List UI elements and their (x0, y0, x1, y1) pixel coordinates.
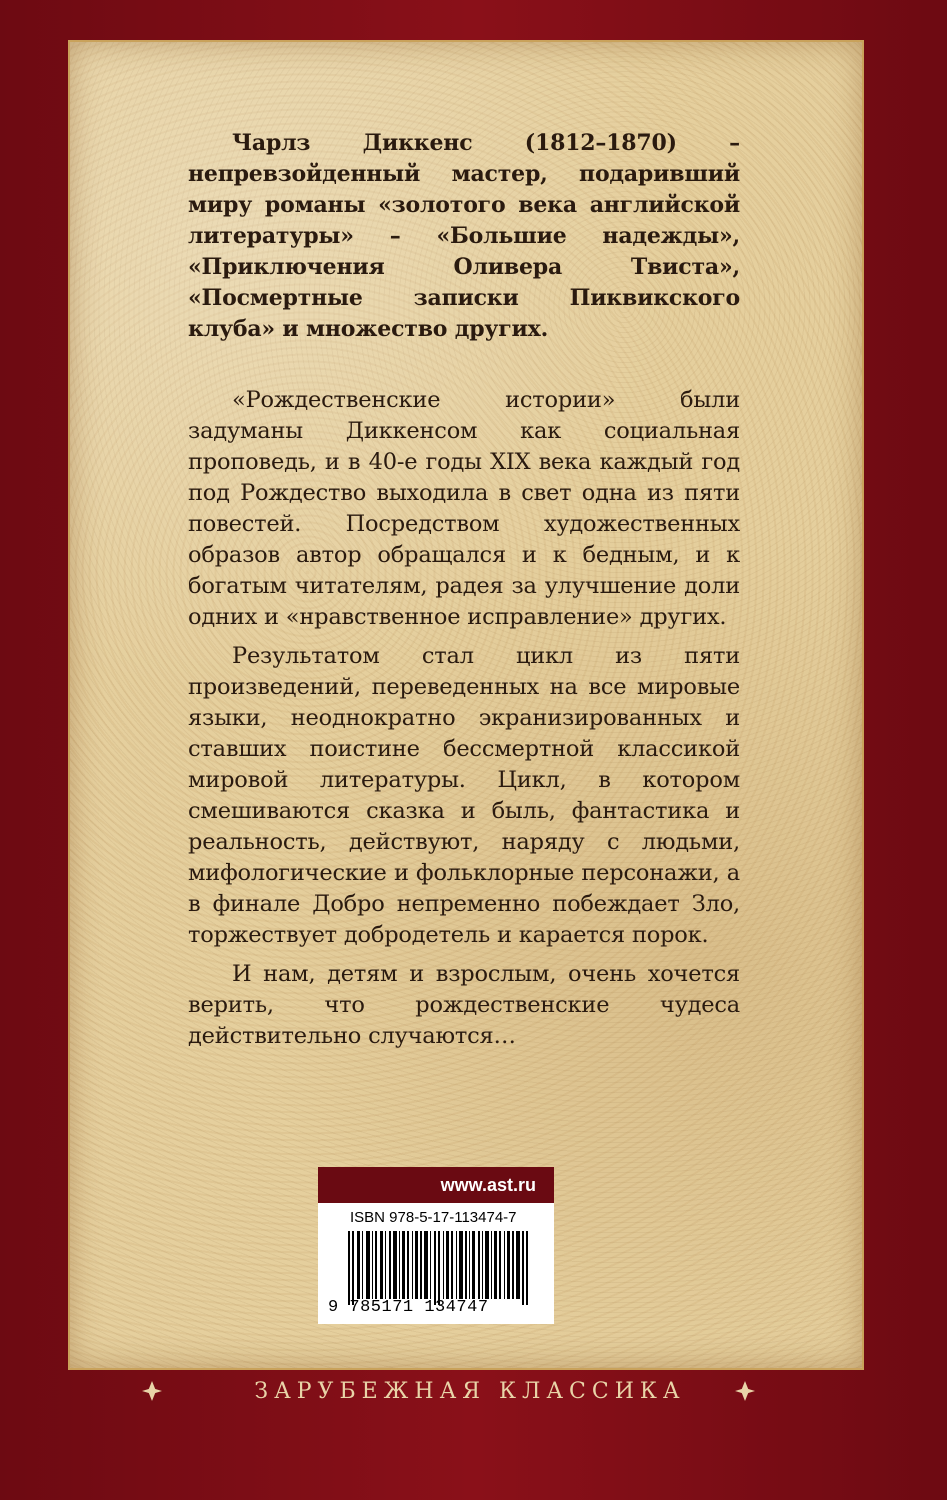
description-paragraph-2: Результатом стал цикл из пяти произведений, переведенных на все мировые языки, неоднократно экранизированных и ставших поистине бессмертной классикой мировой литературы. Цикл, в котором смешиваются сказка и быль, фантастика и реальность, действуют, наряду с людьми, мифологические и фольклорные персонажи, а в финале Добро непременно побеждает Зло, торжествует добродетель и карается порок. (188, 643, 740, 948)
diamond-ornament-icon (733, 1379, 757, 1403)
description-paragraph-1: «Рождественские истории» были задуманы Диккенсом как социальная проповедь, и в 40-е годы XIX века каждый год под Рождество выходила в свет одна из пяти повестей. Посредством художественных образов автор обращался и к бедным, и к богатым читателям, радея за улучшение доли одних и «нравственное исправление» других. (188, 387, 740, 630)
isbn-label: ISBN 978-5-17-113474-7 (350, 1209, 517, 1226)
barcode-icon (348, 1231, 538, 1305)
author-paragraph: Чарлз Диккенс (1812–1870) – непревзойденный мастер, подаривший миру романы «золотого века английской литературы» – «Большие надежды», «Приключения Оливера Твиста», «Посмертные записки Пиквикского клуба» и множество других. (188, 130, 740, 342)
barcode-block (318, 1167, 554, 1324)
series-title: ЗАРУБЕЖНАЯ КЛАССИКА (254, 1379, 686, 1404)
barcode-digits: 9 785171 134747 (328, 1298, 489, 1317)
closing-paragraph: И нам, детям и взрослым, очень хочется верить, что рождественские чудеса действительно случаются… (188, 961, 740, 1049)
annotation-text (188, 128, 740, 1052)
publisher-url: www.ast.ru (318, 1167, 554, 1203)
